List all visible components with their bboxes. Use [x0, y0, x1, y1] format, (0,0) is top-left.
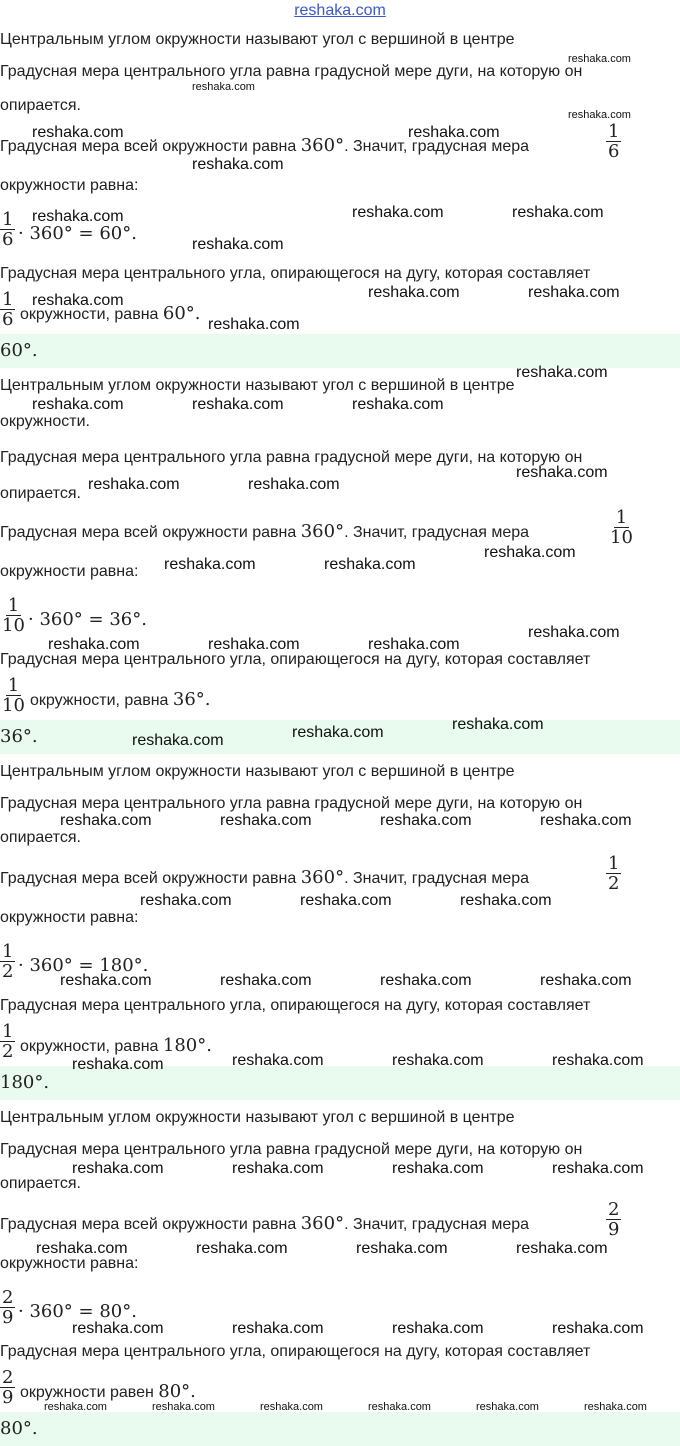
watermark: reshaka.com: [368, 636, 460, 653]
calc-fraction: $\frac{1}{2}$: [2, 941, 14, 982]
measure-statement-line1: Градусная мера центрального угла равна градусной мере дуги, на которую он: [0, 795, 583, 812]
conclusion-line: окружности, равна 180°.: [20, 1035, 212, 1056]
measure-statement-line2: опирается.: [0, 829, 81, 846]
conclusion-line: окружности, равна 60°.: [20, 303, 201, 324]
watermark: reshaka.com: [232, 1052, 324, 1069]
central-angle-definition: Центральным углом окружности называют угол с вершиной в центре: [0, 1109, 515, 1126]
answer-value: 180°.: [0, 1072, 50, 1093]
watermark: reshaka.com: [368, 284, 460, 301]
watermark: reshaka.com: [460, 892, 552, 909]
watermark: reshaka.com: [48, 636, 140, 653]
watermark: reshaka.com: [352, 396, 444, 413]
watermark: reshaka.com: [32, 292, 124, 309]
watermark: reshaka.com: [476, 1401, 539, 1413]
watermark: reshaka.com: [584, 1401, 647, 1413]
watermark: reshaka.com: [132, 732, 224, 749]
watermark: reshaka.com: [232, 1320, 324, 1337]
watermark: reshaka.com: [380, 972, 472, 989]
answer-box: [0, 1412, 680, 1446]
calc-fraction: $\frac{2}{9}$: [2, 1287, 14, 1328]
central-angle-definition: Центральным углом окружности называют угол с вершиной в центре: [0, 31, 515, 48]
central-angle-definition: Центральным углом окружности называют угол с вершиной в центре: [0, 763, 515, 780]
answer-box: [0, 334, 680, 368]
watermark: reshaka.com: [220, 812, 312, 829]
measure-statement-line2: опирается.: [0, 1175, 81, 1192]
full-circle-statement: Градусная мера всей окружности равна 360°. Значит, градусная мера: [0, 135, 530, 156]
watermark: reshaka.com: [248, 476, 340, 493]
answer-value: 80°.: [0, 1418, 38, 1439]
watermark: reshaka.com: [484, 544, 576, 561]
circle-parts-label: окружности равна:: [0, 563, 139, 580]
central-angle-part-line: Градусная мера центрального угла, опирающегося на дугу, которая составляет: [0, 651, 591, 668]
conclusion-fraction: $\frac{2}{9}$: [2, 1367, 14, 1408]
watermark: reshaka.com: [152, 1401, 215, 1413]
watermark: reshaka.com: [552, 1320, 644, 1337]
watermark: reshaka.com: [392, 1320, 484, 1337]
circle-parts-label: окружности равна:: [0, 177, 139, 194]
watermark: reshaka.com: [208, 636, 300, 653]
conclusion-fraction: $\frac{1}{2}$: [2, 1021, 14, 1062]
watermark: reshaka.com: [32, 124, 124, 141]
calculation-result: · 360° = 80°.: [18, 1301, 137, 1322]
watermark: reshaka.com: [392, 1052, 484, 1069]
watermark: reshaka.com: [392, 1160, 484, 1177]
calc-fraction: $\frac{1}{10}$: [2, 595, 25, 636]
watermark: reshaka.com: [368, 1401, 431, 1413]
watermark: reshaka.com: [260, 1401, 323, 1413]
watermark: reshaka.com: [192, 156, 284, 173]
watermark: reshaka.com: [292, 724, 384, 741]
central-angle-definition-line2: окружности.: [0, 413, 90, 430]
watermark: reshaka.com: [552, 1160, 644, 1177]
full-circle-statement: Градусная мера всей окружности равна 360°. Значит, градусная мера: [0, 867, 530, 888]
watermark: reshaka.com: [32, 396, 124, 413]
watermark: reshaka.com: [452, 716, 544, 733]
watermark: reshaka.com: [164, 556, 256, 573]
watermark: reshaka.com: [512, 204, 604, 221]
watermark: reshaka.com: [516, 364, 608, 381]
watermark: reshaka.com: [232, 1160, 324, 1177]
watermark: reshaka.com: [300, 892, 392, 909]
measure-statement-line2: опирается.: [0, 485, 81, 502]
measure-statement-line1: Градусная мера центрального угла равна градусной мере дуги, на которую он: [0, 449, 583, 466]
watermark: reshaka.com: [72, 1160, 164, 1177]
watermark: reshaka.com: [352, 204, 444, 221]
answer-value: 60°.: [0, 340, 38, 361]
watermark: reshaka.com: [192, 236, 284, 253]
watermark: reshaka.com: [196, 1240, 288, 1257]
fraction-part: $\frac{1}{10}$: [610, 507, 633, 548]
watermark: reshaka.com: [540, 812, 632, 829]
watermark: reshaka.com: [192, 81, 255, 93]
watermark: reshaka.com: [408, 124, 500, 141]
fraction-part: $\frac{1}{6}$: [608, 121, 620, 162]
watermark: reshaka.com: [552, 1052, 644, 1069]
full-circle-statement: Градусная мера всей окружности равна 360°. Значит, градусная мера: [0, 521, 530, 542]
full-circle-statement: Градусная мера всей окружности равна 360°. Значит, градусная мера: [0, 1213, 530, 1234]
watermark: reshaka.com: [60, 972, 152, 989]
watermark: reshaka.com: [88, 476, 180, 493]
watermark: reshaka.com: [140, 892, 232, 909]
fraction-part: $\frac{2}{9}$: [608, 1199, 620, 1240]
calculation-result: · 360° = 36°.: [28, 609, 147, 630]
watermark: reshaka.com: [208, 316, 300, 333]
watermark: reshaka.com: [60, 812, 152, 829]
circle-parts-label: окружности равна:: [0, 1255, 139, 1272]
watermark: reshaka.com: [516, 1240, 608, 1257]
measure-statement-line2: опирается.: [0, 97, 81, 114]
watermark: reshaka.com: [380, 812, 472, 829]
conclusion-line: окружности, равна 36°.: [30, 689, 211, 710]
calculation-result: · 360° = 180°.: [18, 955, 149, 976]
calc-fraction: $\frac{1}{6}$: [2, 209, 14, 250]
central-angle-part-line: Градусная мера центрального угла, опирающегося на дугу, которая составляет: [0, 997, 591, 1014]
conclusion-line: окружности равен 80°.: [20, 1381, 196, 1402]
watermark: reshaka.com: [324, 556, 416, 573]
watermark: reshaka.com: [72, 1320, 164, 1337]
watermark: reshaka.com: [540, 972, 632, 989]
watermark: reshaka.com: [568, 53, 631, 65]
fraction-part: $\frac{1}{2}$: [608, 853, 620, 894]
central-angle-part-line: Градусная мера центрального угла, опирающегося на дугу, которая составляет: [0, 1343, 591, 1360]
watermark: reshaka.com: [72, 1056, 164, 1073]
measure-statement-line1: Градусная мера центрального угла равна градусной мере дуги, на которую он: [0, 1141, 583, 1158]
header-site-link[interactable]: reshaka.com: [294, 2, 386, 19]
watermark: reshaka.com: [528, 284, 620, 301]
central-angle-part-line: Градусная мера центрального угла, опирающегося на дугу, которая составляет: [0, 265, 591, 282]
watermark: reshaka.com: [356, 1240, 448, 1257]
circle-parts-label: окружности равна:: [0, 909, 139, 926]
watermark: reshaka.com: [516, 464, 608, 481]
central-angle-definition: Центральным углом окружности называют угол с вершиной в центре: [0, 377, 515, 394]
answer-value: 36°.: [0, 726, 38, 747]
measure-statement-line1: Градусная мера центрального угла равна градусной мере дуги, на которую он: [0, 63, 583, 80]
watermark: reshaka.com: [528, 624, 620, 641]
conclusion-fraction: $\frac{1}{10}$: [2, 675, 25, 716]
conclusion-fraction: $\frac{1}{6}$: [2, 289, 14, 330]
watermark: reshaka.com: [36, 1240, 128, 1257]
calculation-result: · 360° = 60°.: [18, 223, 137, 244]
watermark: reshaka.com: [220, 972, 312, 989]
watermark: reshaka.com: [44, 1401, 107, 1413]
watermark: reshaka.com: [32, 208, 124, 225]
watermark: reshaka.com: [568, 109, 631, 121]
watermark: reshaka.com: [192, 396, 284, 413]
